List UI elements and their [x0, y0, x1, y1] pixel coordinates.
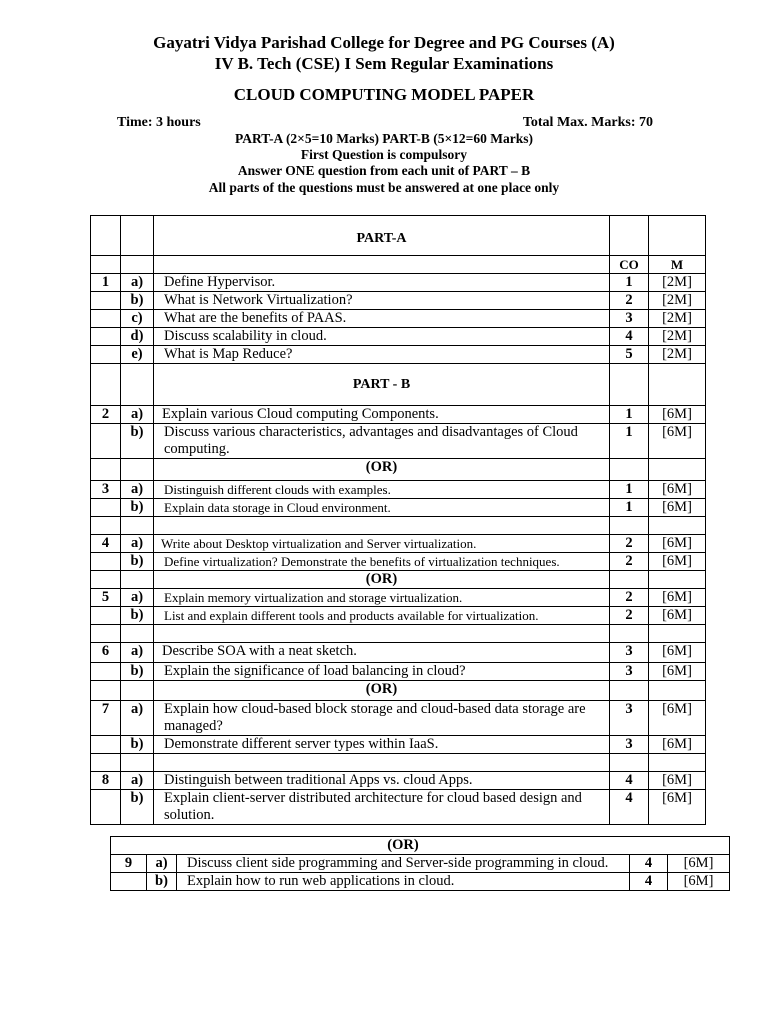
part-a-header-row: [91, 216, 706, 256]
sub-label: b): [121, 292, 154, 310]
sub-label: a): [121, 535, 154, 553]
question-number: 6: [91, 643, 121, 663]
or-label: (OR): [154, 681, 610, 701]
marks-value: [2M]: [649, 274, 706, 292]
marks-value: [6M]: [649, 790, 706, 825]
question-text: What is Network Virtualization?: [154, 292, 610, 310]
table-row: [91, 292, 706, 310]
table-row: [91, 310, 706, 328]
sub-label: a): [121, 701, 154, 736]
sub-label: d): [121, 328, 154, 346]
co-value: 4: [630, 873, 668, 891]
or-row: [91, 681, 706, 701]
table-row: [91, 607, 706, 625]
or-label: (OR): [177, 837, 630, 855]
table-row: [91, 274, 706, 292]
marks-value: [6M]: [649, 643, 706, 663]
question-text: Demonstrate different server types within IaaS.: [154, 736, 610, 754]
question-text: Write about Desktop virtualization and Server virtualization.: [154, 535, 610, 553]
marks-value: [6M]: [649, 701, 706, 736]
question-text: Distinguish different clouds with examples.: [154, 481, 610, 499]
parts-marks: PART-A (2×5=10 Marks) PART-B (5×12=60 Marks): [235, 131, 533, 146]
table-row: [91, 663, 706, 681]
marks-value: [6M]: [649, 589, 706, 607]
table-row: [91, 346, 706, 364]
part-a-title: PART-A: [154, 216, 610, 256]
co-value: 2: [610, 535, 649, 553]
table-row: [91, 736, 706, 754]
co-value: 5: [610, 346, 649, 364]
or-label: (OR): [154, 571, 610, 589]
question-table: [90, 215, 706, 825]
spacer-row: [91, 754, 706, 772]
table-row: [91, 535, 706, 553]
co-value: 4: [630, 855, 668, 873]
table-row: [91, 328, 706, 346]
co-value: 2: [610, 589, 649, 607]
marks-value: [2M]: [649, 346, 706, 364]
or-row: [91, 571, 706, 589]
sub-label: a): [121, 481, 154, 499]
co-value: 3: [610, 663, 649, 681]
co-value: 2: [610, 292, 649, 310]
co-header: CO: [610, 256, 649, 274]
table-row: [91, 790, 706, 825]
part-b-header-row: [91, 364, 706, 406]
table-row: [91, 701, 706, 736]
sub-label: b): [147, 873, 177, 891]
question-text: Distinguish between traditional Apps vs. cloud Apps.: [154, 772, 610, 790]
question-text: Explain data storage in Cloud environment.: [154, 499, 610, 517]
question-number: 3: [91, 481, 121, 499]
co-value: 3: [610, 701, 649, 736]
sub-label: a): [121, 643, 154, 663]
marks-value: [6M]: [649, 736, 706, 754]
table-row: [91, 424, 706, 459]
co-value: 1: [610, 481, 649, 499]
sub-label: a): [121, 772, 154, 790]
question-text: Discuss various characteristics, advantages and disadvantages of Cloud computing.: [154, 424, 610, 459]
question-number: 9: [111, 855, 147, 873]
instruction-one-place: All parts of the questions must be answered at one place only: [208, 180, 560, 195]
table-row: [91, 643, 706, 663]
co-value: 3: [610, 310, 649, 328]
sub-label: b): [121, 790, 154, 825]
co-value: 4: [610, 790, 649, 825]
marks-value: [6M]: [649, 772, 706, 790]
marks-value: [6M]: [649, 607, 706, 625]
marks-value: [6M]: [649, 499, 706, 517]
co-value: 2: [610, 607, 649, 625]
table-row: [91, 481, 706, 499]
sub-label: b): [121, 736, 154, 754]
question-text: Discuss client side programming and Server-side programming in cloud.: [177, 855, 630, 873]
co-value: 2: [610, 553, 649, 571]
marks-value: [6M]: [649, 663, 706, 681]
marks-value: [6M]: [649, 406, 706, 424]
table-row: [91, 589, 706, 607]
marks-value: [6M]: [649, 553, 706, 571]
instruction-answer-one: Answer ONE question from each unit of PART – B: [237, 163, 531, 178]
co-value: 1: [610, 406, 649, 424]
co-value: 1: [610, 274, 649, 292]
question-text: Define virtualization? Demonstrate the benefits of virtualization techniques.: [154, 553, 610, 571]
sub-label: a): [121, 274, 154, 292]
co-m-header-row: [91, 256, 706, 274]
marks-value: [2M]: [649, 292, 706, 310]
exam-name: IV B. Tech (CSE) I Sem Regular Examinations: [214, 54, 554, 73]
question-text: Discuss scalability in cloud.: [154, 328, 610, 346]
exam-time: Time: 3 hours: [117, 115, 201, 130]
marks-value: [6M]: [668, 855, 730, 873]
question-number: 7: [91, 701, 121, 736]
marks-value: [6M]: [668, 873, 730, 891]
question-table-offset: [110, 836, 730, 891]
or-row: [91, 459, 706, 481]
question-text: Describe SOA with a neat sketch.: [154, 643, 610, 663]
sub-label: a): [121, 589, 154, 607]
question-text: What are the benefits of PAAS.: [154, 310, 610, 328]
sub-label: a): [147, 855, 177, 873]
paper-title: CLOUD COMPUTING MODEL PAPER: [233, 85, 535, 104]
co-value: 1: [610, 424, 649, 459]
sub-label: b): [121, 499, 154, 517]
total-marks: Total Max. Marks: 70: [522, 115, 653, 130]
spacer-row: [91, 517, 706, 535]
co-value: 4: [610, 772, 649, 790]
marks-value: [2M]: [649, 310, 706, 328]
college-name: Gayatri Vidya Parishad College for Degree and PG Courses (A): [153, 33, 615, 52]
part-b-title: PART - B: [154, 364, 610, 406]
sub-label: b): [121, 553, 154, 571]
marks-value: [6M]: [649, 424, 706, 459]
co-value: 1: [610, 499, 649, 517]
sub-label: c): [121, 310, 154, 328]
sub-label: e): [121, 346, 154, 364]
co-value: 3: [610, 643, 649, 663]
table-row: [91, 772, 706, 790]
question-text: What is Map Reduce?: [154, 346, 610, 364]
table-row: [111, 855, 730, 873]
marks-value: [6M]: [649, 535, 706, 553]
question-text: Define Hypervisor.: [154, 274, 610, 292]
co-value: 3: [610, 736, 649, 754]
question-text: Explain how to run web applications in cloud.: [177, 873, 630, 891]
sub-label: b): [121, 663, 154, 681]
spacer-row: [91, 625, 706, 643]
sub-label: b): [121, 607, 154, 625]
co-value: 4: [610, 328, 649, 346]
question-number: 5: [91, 589, 121, 607]
or-row: [111, 837, 730, 855]
question-text: Explain the significance of load balancing in cloud?: [154, 663, 610, 681]
question-number: 4: [91, 535, 121, 553]
question-text: Explain client-server distributed architecture for cloud based design and solution.: [154, 790, 610, 825]
marks-value: [2M]: [649, 328, 706, 346]
time-marks-row: [117, 115, 653, 131]
question-text: List and explain different tools and products available for virtualization.: [154, 607, 610, 625]
marks-value: [6M]: [649, 481, 706, 499]
question-number: 2: [91, 406, 121, 424]
question-text: Explain how cloud-based block storage and cloud-based data storage are managed?: [154, 701, 610, 736]
question-number: 8: [91, 772, 121, 790]
question-text: Explain various Cloud computing Components.: [154, 406, 610, 424]
table-row: [91, 553, 706, 571]
or-label: (OR): [154, 459, 610, 481]
instruction-compulsory: First Question is compulsory: [300, 147, 468, 162]
table-row: [111, 873, 730, 891]
sub-label: b): [121, 424, 154, 459]
question-text: Explain memory virtualization and storage virtualization.: [154, 589, 610, 607]
table-row: [91, 406, 706, 424]
table-row: [91, 499, 706, 517]
sub-label: a): [121, 406, 154, 424]
question-number: 1: [91, 274, 121, 292]
m-header: M: [649, 256, 706, 274]
